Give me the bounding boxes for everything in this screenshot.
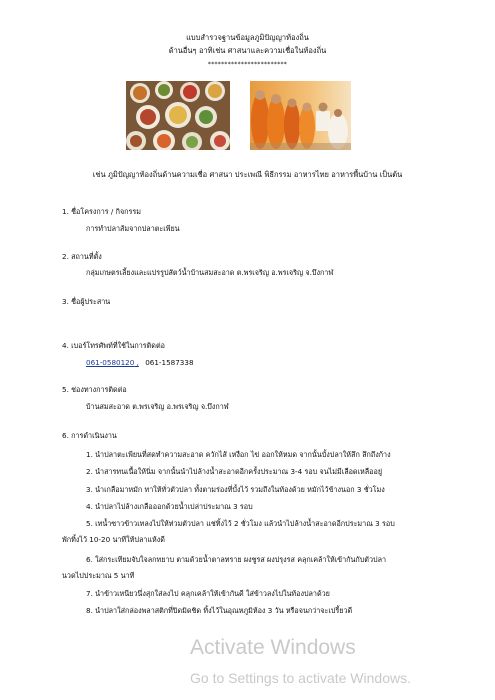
intro-text: เช่น ภูมิปัญญาท้องถิ่นด้านความเชื่อ ศาสนา ประเพณี พิธีกรรม อาหารไทย อาหารพื้นบ้าน เป็นต้น xyxy=(92,170,403,179)
location-label: 2. สถานที่ตั้ง xyxy=(62,252,102,261)
coordinator-label: 3. ชื่อผู้ประสาน xyxy=(62,297,111,306)
procedure-step: 8. นำปลาใส่กล่องพลาสติกที่ปิดมิดชิด ทิ้งไว้ในอุณหภูมิห้อง 3 วัน หรือจนกว่าจะเปรี้ยวดี xyxy=(86,606,353,615)
phone-link-1[interactable]: 061-0580120 xyxy=(86,358,135,367)
header-divider: ************************ xyxy=(207,61,288,68)
phone-numbers xyxy=(86,358,194,368)
procedure-label: 6. การดำเนินงาน xyxy=(62,431,117,440)
activate-windows-title: Activate Windows xyxy=(190,636,356,659)
procedure-step-continued: พักทิ้งไว้ 10-20 นาทีให้ปลาแห้งดี xyxy=(62,535,165,544)
contact-label: 5. ช่องทางการติดต่อ xyxy=(62,385,127,394)
procedure-step: 4. นำปลาไปล้างเกลือออกด้วยน้ำเปล่าประมาณ 3 รอบ xyxy=(86,502,253,511)
phone-2: 061-1587338 xyxy=(145,358,194,367)
document-subtitle: ด้านอื่นๆ อาทิเช่น ศาสนาและความเชื่อในท้องถิ่น xyxy=(168,46,327,55)
food-photo xyxy=(126,81,230,150)
procedure-step: 7. นำข้าวเหนียวนึ่งสุกใส่ลงไป คลุกเคล้าให้เข้ากันดี ใส่ข้าวลงไปในท้องปลาด้วย xyxy=(86,589,330,598)
activate-windows-subtitle: Go to Settings to activate Windows. xyxy=(190,670,411,686)
procedure-step: 2. นำสารทนเนื้อให้นิ่ม จากนั้นนำไปล้างน้ำสะอาดอีกครั้งประมาณ 3-4 รอบ จนไม่มีเลือดเหลืออยู่ xyxy=(86,467,383,476)
location-value: กลุ่มเกษตรเลี้ยงและแปรรูปสัตว์น้ำบ้านสมสะอาด ต.พรเจริญ อ.พรเจริญ จ.บึงกาฬ xyxy=(86,268,334,277)
procedure-step: 3. นำเกลือมาหมัก ทาให้ทั่วตัวปลา ทั้งตามร่องที่บั้งไว้ รวมถึงในท้องด้วย หมักไว้ข้างนอก 3 ชั่วโมง xyxy=(86,485,385,494)
project-value: การทำปลาส้มจากปลาตะเพียน xyxy=(86,224,180,233)
phone-label: 4. เบอร์โทรศัพท์ที่ใช้ในการติดต่อ xyxy=(62,341,165,350)
document-title: แบบสำรวจฐานข้อมูลภูมิปัญญาท้องถิ่น xyxy=(186,33,309,42)
phone-separator: , xyxy=(134,358,139,367)
procedure-step-continued: นวดไปประมาณ 5 นาที xyxy=(62,571,135,580)
contact-value: บ้านสมสะอาด ต.พรเจริญ อ.พรเจริญ จ.บึงกาฬ xyxy=(86,402,229,411)
procedure-step: 5. เทน้ำซาวข้าวเทลงไปให้ท่วมตัวปลา แช่ทิ้งไว้ 2 ชั่วโมง แล้วนำไปล้างน้ำสะอาดอีกประมาณ 3 รอบ xyxy=(86,519,395,528)
project-label: 1. ชื่อโครงการ / กิจกรรม xyxy=(62,207,141,216)
monks-photo xyxy=(250,81,351,150)
procedure-step: 6. ใส่กระเทียมจับใจลกทยาบ ตามด้วยน้ำตาลทราย ผงชูรส ผงปรุงรส คลุกเคล้าให้เข้ากันกับตัวปลา xyxy=(86,555,387,564)
procedure-step: 1. นำปลาตะเพียนที่สดทำความสะอาด ควักไส้ เหงือก ไข่ ออกให้หมด จากนั้นบั้งปลาให้ลึก ลึกถึงก้าง xyxy=(86,450,391,459)
